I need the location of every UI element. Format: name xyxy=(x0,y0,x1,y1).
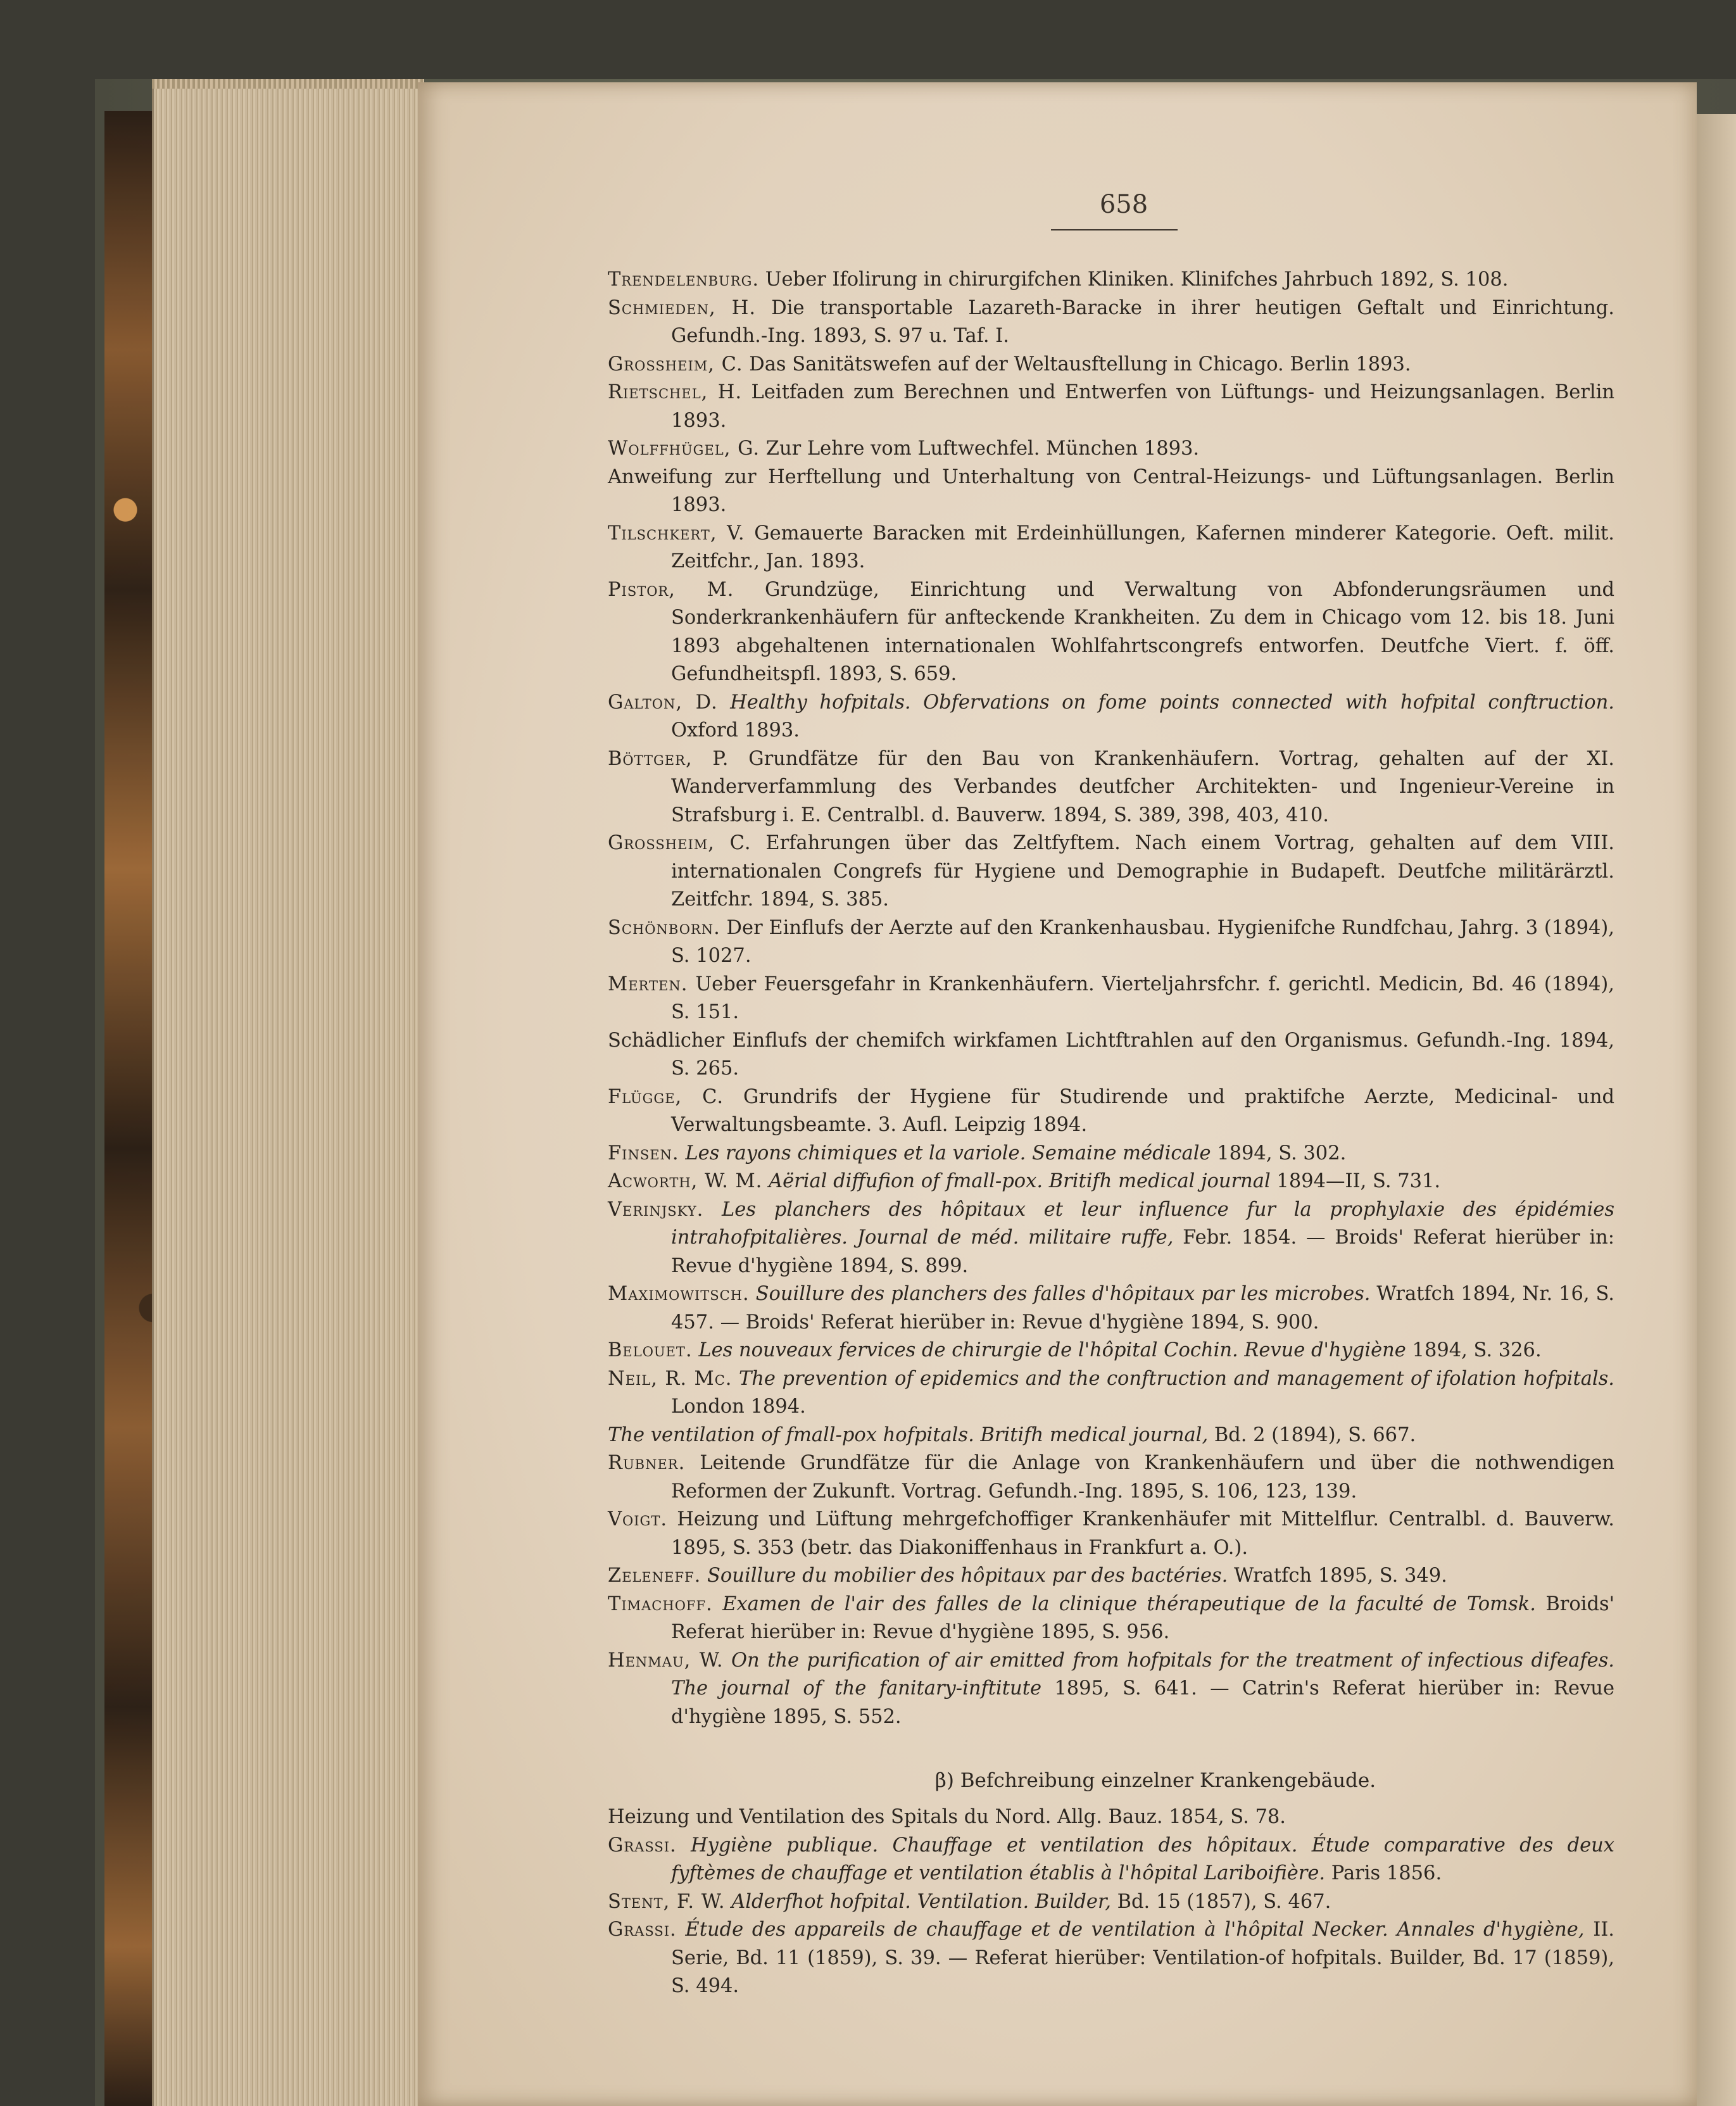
entry-author: Henmau, W. xyxy=(608,1649,724,1672)
entry-text: Heizung und Ventilation des Spitals du Nord. Allg. Bauz. 1854, S. 78. xyxy=(608,1806,1286,1828)
entry-text: Die transportable Lazareth-Baracke in ihrer heutigen Geftalt und Einrichtung. Gefundh.-Ing. 1893, S. 97 u. Taf. I. xyxy=(671,296,1614,347)
entry-author: Wolffhügel, G. xyxy=(608,438,760,460)
entry-author: Rubner. xyxy=(608,1452,686,1474)
bibliography-entry xyxy=(608,914,1614,971)
bibliography-entry xyxy=(608,829,1614,914)
bibliography-entry xyxy=(608,1083,1614,1140)
entry-text: Oxford 1893. xyxy=(671,719,800,741)
bibliography-entry xyxy=(608,294,1614,351)
entry-author: Grassi. xyxy=(608,1919,677,1941)
entry-text: Bd. 15 (1857), S. 467. xyxy=(1110,1890,1331,1913)
bibliography-entry xyxy=(608,266,1614,294)
entry-author: Stent, F. W. xyxy=(608,1890,726,1913)
entry-text: II. Serie, Bd. 11 (1859), S. 39. — Referat hierüber: Ventilation-of hofpitals. Builder, Bd. 17 (1859), S. 494. xyxy=(671,1919,1614,1997)
bibliography-entry xyxy=(608,1803,1614,1832)
entry-text: London 1894. xyxy=(671,1396,806,1418)
entry-author: Neil, R. Mc. xyxy=(608,1367,733,1390)
entry-title: The ventilation of fmall-pox hofpitals. Britifh medical journal, xyxy=(608,1423,1209,1446)
entry-text: Broids' Referat hierüber in: Revue d'hygiène 1895, S. 956. xyxy=(671,1592,1614,1643)
bibliography-entry xyxy=(608,1365,1614,1422)
bibliography-entry xyxy=(608,1562,1614,1591)
bibliography-entry xyxy=(608,1506,1614,1562)
entry-text: Grundfätze für den Bau von Krankenhäufern. Vortrag, gehalten auf der XI. Wanderverfammlung des Verbandes deutfcher Architekten- und Ingenieur-Vereine in Strafsburg i. E. Centralbl. d. Bauverw. 1894, S. 389, 398, 403, 410. xyxy=(671,747,1614,826)
entry-text: Erfahrungen über das Zeltfyftem. Nach einem Vortrag, gehalten auf dem VIII. internationalen Congrefs für Hygiene und Demographie in Budapeft. Deutfche militärärztl. Zeitfchr. 1894, S. 385. xyxy=(671,832,1614,911)
bibliography-entry xyxy=(608,745,1614,830)
entry-text: Leitende Grundfätze für die Anlage von Krankenhäufern und über die nothwendigen Reformen der Zukunft. Vortrag. Gefundh.-Ing. 1895, S. 106, 123, 139. xyxy=(671,1452,1614,1503)
entry-author: Zeleneff. xyxy=(608,1565,701,1587)
bibliography-entry xyxy=(608,1449,1614,1506)
entry-text: Wratfch 1895, S. 349. xyxy=(1228,1565,1447,1587)
entry-title: Hygiène publique. Chauffage et ventilation des hôpitaux. Étude comparative des deux fyftèmes de chauffage et ventilation établis à l'hôpital Lariboifière. xyxy=(671,1834,1614,1884)
bibliography-entry xyxy=(608,1888,1614,1917)
entry-author: Acworth, W. M. xyxy=(608,1170,763,1192)
bibliography-entry xyxy=(608,1168,1614,1196)
bibliography xyxy=(608,266,1614,2001)
bibliography-entry xyxy=(608,1027,1614,1083)
entry-title: The prevention of epidemics and the conftruction and management of ifolation hofpitals. xyxy=(732,1367,1614,1390)
entry-text: Gemauerte Baracken mit Erdeinhüllungen, Kafernen minderer Kategorie. Oeft. milit. Zeitfchr., Jan. 1893. xyxy=(671,522,1614,572)
entry-title: Alderfhot hofpital. Ventilation. Builder, xyxy=(725,1890,1111,1913)
entry-author: Belouet. xyxy=(608,1339,693,1361)
bibliography-entry xyxy=(608,463,1614,520)
entry-text: Febr. 1854. — Broids' Referat hierüber in: Revue d'hygiène 1894, S. 899. xyxy=(671,1226,1614,1277)
bibliography-entry xyxy=(608,576,1614,689)
bibliography-entry xyxy=(608,1196,1614,1281)
page-number-rule xyxy=(1051,229,1178,230)
entry-author: Tilschkert, V. xyxy=(608,522,745,545)
entry-author: Finsen. xyxy=(608,1142,679,1164)
bibliography-entry xyxy=(608,1591,1614,1647)
entry-author: Maximowitsch. xyxy=(608,1283,750,1305)
entry-title: Les planchers des hôpitaux et leur influence fur la prophylaxie des épidémies intrahofpitalières. Journal de méd. militaire ruffe, xyxy=(671,1198,1614,1249)
bibliography-entry xyxy=(608,1140,1614,1168)
entry-title: Les nouveaux fervices de chirurgie de l'hôpital Cochin. Revue d'hygiène xyxy=(692,1339,1406,1361)
entry-text: Heizung und Lüftung mehrgefchoffiger Krankenhäufer mit Mittelflur. Centralbl. d. Bauverw. 1895, S. 353 (betr. das Diakoniffenhaus in Frankfurt a. O.). xyxy=(667,1508,1614,1559)
entry-text: Anweifung zur Herftellung und Unterhaltung von Central-Heizungs- und Lüftungsanlagen. Berlin 1893. xyxy=(608,465,1614,516)
bibliography-part-2 xyxy=(608,1803,1614,2001)
entry-text: Das Sanitätswefen auf der Weltausftellung in Chicago. Berlin 1893. xyxy=(743,353,1411,375)
bibliography-entry xyxy=(608,1422,1614,1450)
entry-text: Paris 1856. xyxy=(1325,1862,1442,1884)
entry-author: Grossheim, C. xyxy=(608,832,752,854)
entry-author: Timachoff. xyxy=(608,1592,713,1615)
entry-text: 1894, S. 302. xyxy=(1211,1142,1347,1164)
entry-author: Voigt. xyxy=(608,1508,668,1530)
bibliography-entry xyxy=(608,1280,1614,1337)
entry-title: Souillure des planchers des falles d'hôpitaux par les microbes. xyxy=(749,1283,1371,1305)
entry-text: Grundrifs der Hygiene für Studirende und praktifche Aerzte, Medicinal- und Verwaltungsbeamte. 3. Aufl. Leipzig 1894. xyxy=(671,1085,1614,1136)
bibliography-entry xyxy=(608,689,1614,745)
bibliography-part-1 xyxy=(608,266,1614,1731)
facing-page-edge xyxy=(1697,114,1736,2106)
entry-text: Schädlicher Einflufs der chemifch wirkfamen Lichtftrahlen auf den Organismus. Gefundh.-Ing. 1894, S. 265. xyxy=(608,1029,1614,1080)
bibliography-entry xyxy=(608,435,1614,463)
bibliography-entry xyxy=(608,1337,1614,1365)
entry-author: Grossheim, C. xyxy=(608,353,743,375)
entry-author: Verinjsky. xyxy=(608,1198,704,1221)
entry-title: Étude des appareils de chauffage et de ventilation à l'hôpital Necker. Annales d'hygiène, xyxy=(676,1919,1585,1941)
bibliography-entry xyxy=(608,1832,1614,1888)
bibliography-entry xyxy=(608,520,1614,576)
entry-text: Wratfch 1894, Nr. 16, S. 457. — Broids' Referat hierüber in: Revue d'hygiène 1894, S. 900. xyxy=(671,1283,1614,1334)
entry-author: Galton, D. xyxy=(608,691,718,714)
entry-text: Ueber Feuersgefahr in Krankenhäufern. Vierteljahrsfchr. f. gerichtl. Medicin, Bd. 46 (1894), S. 151. xyxy=(671,973,1614,1023)
entry-text: Zur Lehre vom Luftwechfel. München 1893. xyxy=(760,438,1200,460)
entry-author: Merten. xyxy=(608,973,688,995)
entry-author: Schönborn. xyxy=(608,916,720,939)
entry-author: Böttger, P. xyxy=(608,747,729,770)
entry-title: Healthy hofpitals. Obfervations on fome points connected with hofpital conftruction. xyxy=(717,691,1615,714)
entry-author: Trendelenburg. xyxy=(608,268,760,291)
entry-title: Aërial diffufion of fmall-pox. Britifh medical journal xyxy=(762,1170,1271,1192)
entry-title: Souillure du mobilier des hôpitaux par des bactéries. xyxy=(701,1565,1228,1587)
entry-author: Flügge, C. xyxy=(608,1085,724,1108)
bibliography-entry xyxy=(608,971,1614,1027)
entry-text: Leitfaden zum Berechnen und Entwerfen von Lüftungs- und Heizungsanlagen. Berlin 1893. xyxy=(671,381,1614,432)
page-number: 658 xyxy=(1099,190,1148,219)
bibliography-entry xyxy=(608,1916,1614,2001)
entry-author: Grassi. xyxy=(608,1834,677,1857)
bibliography-entry xyxy=(608,1647,1614,1732)
entry-author: Rietschel, H. xyxy=(608,381,743,403)
entry-text: 1894—II, S. 731. xyxy=(1270,1170,1441,1192)
entry-title: On the purification of air emitted from hofpitals for the treatment of infectious difeafes. The journal of the fanitary-inftitute xyxy=(671,1649,1615,1699)
entry-text: Bd. 2 (1894), S. 667. xyxy=(1208,1423,1416,1446)
entry-text: 1895, S. 641. — Catrin's Referat hierüber in: Revue d'hygiène 1895, S. 552. xyxy=(671,1677,1614,1728)
bibliography-entry xyxy=(608,379,1614,435)
entry-title: Examen de l'air des falles de la clinique thérapeutique de la faculté de Tomsk. xyxy=(712,1592,1536,1615)
entry-text: Ueber Ifolirung in chirurgifchen Kliniken. Klinifches Jahrbuch 1892, S. 108. xyxy=(759,268,1509,291)
bibliography-entry xyxy=(608,351,1614,379)
entry-text: Der Einflufs der Aerzte auf den Krankenhausbau. Hygienifche Rundfchau, Jahrg. 3 (1894), S. 1027. xyxy=(671,916,1614,967)
page-stack-edge xyxy=(152,89,426,2106)
entry-title: Les rayons chimiques et la variole. Semaine médicale xyxy=(679,1142,1211,1164)
entry-text: 1894, S. 326. xyxy=(1406,1339,1542,1361)
entry-text: Grundzüge, Einrichtung und Verwaltung von Abfonderungsräumen und Sonderkrankenhäufern für anfteckende Krankheiten. Zu dem in Chicago vom 12. bis 18. Juni 1893 abgehaltenen internationalen Wohlfahrtscongrefs entworfen. Deutfche Viert. f. öff. Gefundheitspfl. 1893, S. 659. xyxy=(671,578,1614,685)
entry-author: Pistor, M. xyxy=(608,578,734,601)
section-heading: β) Befchreibung einzelner Krankengebäude. xyxy=(934,1769,1376,1792)
entry-author: Schmieden, H. xyxy=(608,296,757,319)
